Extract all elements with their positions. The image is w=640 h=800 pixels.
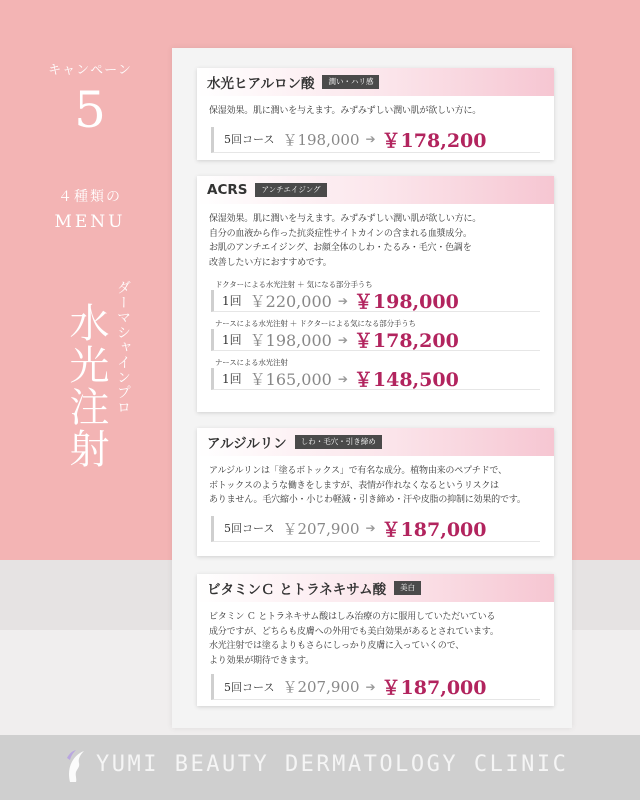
- price-row: [211, 674, 540, 700]
- campaign-panel: [20, 55, 160, 232]
- card-header: [197, 176, 554, 204]
- card-title: ビタミンＣ とトラネキサム酸: [207, 582, 387, 598]
- card-description: [197, 204, 554, 270]
- desc-line: ありません。毛穴縮小・小じわ軽減・引き締め・汗や皮脂の抑制に効果的です。: [209, 495, 526, 505]
- arrow-right-icon: ➔: [365, 679, 376, 694]
- clinic-name: YUMI BEAUTY DERMATOLOGY CLINIC: [96, 752, 569, 777]
- desc-line: より効果が期待できます。: [209, 655, 314, 666]
- card-title: 水光ヒアルロン酸: [207, 76, 315, 92]
- desc-line: ビタミン Ｃ とトラネキサム酸はしみ治療の方に服用していただいている: [209, 612, 496, 622]
- arrow-right-icon: ➔: [365, 132, 376, 146]
- old-price: ￥220,000: [249, 292, 332, 311]
- course-label: 1回: [222, 372, 242, 386]
- card-header: [197, 68, 554, 96]
- menu-count: ４種類の: [58, 189, 122, 205]
- option-label: ナースによる水光注射 ＋ ドクターによる気になる部分手うち: [215, 319, 416, 328]
- course-label: 5回コース: [224, 133, 275, 146]
- desc-line: ボトックスのような働きをしますが、表情が作れなくなるというリスクは: [209, 480, 499, 491]
- arrow-right-icon: ➔: [337, 332, 348, 347]
- vertical-title: [62, 280, 142, 530]
- title-main: 水光注射: [63, 302, 109, 470]
- new-price: ￥178,200: [353, 330, 459, 352]
- arrow-right-icon: ➔: [337, 371, 348, 386]
- title-ruby: ダーマシャインプロ: [115, 280, 131, 415]
- desc-line: アルジルリンは「塗るボトックス」で有名な成分。植物由来のペプチドで、: [209, 466, 507, 476]
- option-price-row: [211, 329, 540, 351]
- arrow-right-icon: ➔: [337, 293, 348, 308]
- option-label: ドクターによる水光注射 ＋ 気になる部分手うち: [215, 280, 373, 289]
- card-description: [197, 456, 554, 508]
- new-price: ￥178,200: [381, 129, 487, 152]
- card-acrs: [197, 176, 554, 412]
- card-tag: 美白: [394, 581, 421, 595]
- card-tag: アンチエイジング: [255, 183, 326, 197]
- old-price: ￥207,900: [282, 519, 360, 538]
- price-row: [211, 127, 540, 153]
- card-title: アルジルリン: [207, 436, 287, 452]
- option-label: ナースによる水光注射: [215, 358, 288, 367]
- card-description: [197, 602, 554, 668]
- desc-line: 成分ですが、どちらも皮膚への外用でも美白効果があるとされています。: [209, 626, 499, 637]
- card-tag: しわ・毛穴・引き締め: [295, 435, 382, 449]
- course-label: 1回: [222, 294, 242, 308]
- old-price: ￥198,000: [282, 130, 360, 149]
- desc-line: お肌のアンチエイジング、お顔全体のしわ・たるみ・毛穴・色調を: [209, 243, 472, 253]
- new-price: ￥187,000: [381, 518, 487, 541]
- card-hyaluronic: [197, 68, 554, 160]
- card-title: ACRS: [207, 182, 248, 198]
- course-label: 5回コース: [224, 680, 275, 694]
- old-price: ￥165,000: [249, 370, 332, 389]
- option-price-row: [211, 368, 540, 390]
- menu-word: MENU: [54, 212, 126, 232]
- card-header: [197, 574, 554, 602]
- card-description: [197, 96, 554, 119]
- desc-line: 保湿効果。肌に潤いを与えます。みずみずしい潤い肌が欲しい方に。: [209, 214, 482, 224]
- arrow-right-icon: ➔: [365, 521, 376, 535]
- card-header: [197, 428, 554, 456]
- desc-line: 水光注射では塗るよりもさらにしっかり皮膚に入っていくので、: [209, 641, 465, 651]
- course-label: 5回コース: [224, 522, 275, 535]
- desc-line: 保湿効果。肌に潤いを与えます。みずみずしい潤い肌が欲しい方に。: [209, 106, 482, 116]
- desc-line: 自分の血液から作った抗炎症性サイトカインの含まれる血漿成分。: [209, 228, 472, 239]
- campaign-label: キャンペーン: [48, 63, 132, 78]
- old-price: ￥207,900: [282, 678, 360, 696]
- new-price: ￥148,500: [353, 369, 459, 391]
- card-tag: 潤い・ハリ感: [322, 75, 379, 89]
- option-price-row: [211, 290, 540, 312]
- card-argireline: [197, 428, 554, 556]
- course-label: 1回: [222, 333, 242, 347]
- card-vitamin-c: [197, 574, 554, 706]
- desc-line: 改善したい方におすすめです。: [209, 257, 332, 268]
- woman-profile-icon: [62, 748, 90, 784]
- price-row: [211, 516, 540, 542]
- new-price: ￥198,000: [353, 291, 459, 313]
- campaign-number: 5: [74, 81, 106, 139]
- new-price: ￥187,000: [381, 677, 487, 699]
- old-price: ￥198,000: [249, 331, 332, 350]
